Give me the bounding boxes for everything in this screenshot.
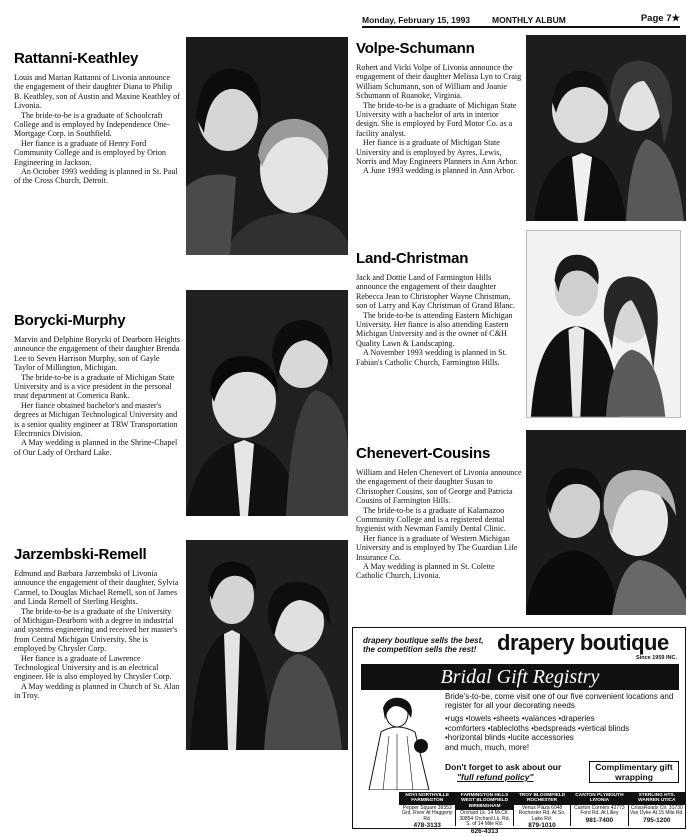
- store-area: NOVI NORTHVILLE FARMINGTON: [399, 792, 455, 805]
- store-address: Pepper Square 39353 Grd. River At Haggerty Rd.: [402, 804, 453, 822]
- announcement-paragraph: The bride-to-be is a graduate of Schoolcraft College and is employed by Independence One-Mortgage Corp. in Southfield.: [14, 110, 170, 139]
- engagement-photo-land-christman: [526, 230, 681, 418]
- announcement-paragraph: Edmund and Barbara Jarzembski of Livonia announce the engagement of their daughter, Sylvia Carmel, to Douglas Michael Remell, son of James and Linda Remell of Sterling Heights.: [14, 569, 179, 607]
- announcement-paragraph: The bride-to-be is a graduate of Michigan State University and is a vice president in the personal trust department at Comerica Bank.: [14, 372, 175, 401]
- store-area: TROY BLOOMFIELD ROCHESTER: [514, 792, 570, 805]
- announcement-title: Volpe-Schumann: [356, 40, 475, 57]
- announcement-paragraph: Marvin and Delphine Borycki of Dearborn Heights announce the engagement of their daughter Brenda Lee to Seven Harrison Murphy, son of Gayle Taylor of Millington, Michigan.: [14, 335, 180, 373]
- ad-invitation: Bride's-to-be, come visit one of our five convenient locations and register for all your decorating needs: [445, 692, 674, 710]
- ad-registry-banner: Bridal Gift Registry: [361, 664, 679, 690]
- ad-product-line: •rugs •towels •sheets •valances •draperies: [445, 714, 595, 723]
- page-header: [362, 12, 680, 28]
- store-area: FARMINGTON HILLS WEST BLOOMFIELD BIRMINGHAM: [456, 792, 512, 810]
- store-location: [513, 792, 570, 830]
- announcement-title: Jarzembski-Remell: [14, 546, 147, 563]
- engagement-photo-rattanni-keathley: [186, 37, 348, 255]
- ad-store-locations: [399, 792, 685, 835]
- ad-product-line: •comforters •tablecloths •bedspreads •vertical blinds: [445, 723, 630, 733]
- ad-product-line: and much, much, more!: [445, 742, 530, 752]
- bride-illustration-icon: [363, 692, 441, 790]
- store-area: CANTON PLYMOUTH LIVONIA: [571, 792, 627, 805]
- issue-date: Monday, February 15, 1993: [362, 15, 471, 25]
- store-phone: 626-4313: [470, 827, 499, 835]
- ad-product-line: •horizontal blinds •lucite accessories: [445, 733, 574, 743]
- announcement-paragraph: An October 1993 wedding is planned in St. Paul of the Cross Church, Detroit.: [14, 167, 178, 186]
- store-address: Canton Corners 42773 Ford Rd. At Lilley: [574, 804, 625, 817]
- announcement-paragraph: The bride-to-be is attending Eastern Michigan University. Her fiance is also attending Eastern Michigan University and is the owner of C&H Quality Lawn & Landscaping.: [356, 310, 513, 348]
- announcement-land-christman: [356, 250, 522, 367]
- announcement-paragraph: Louis and Marian Rattanni of Livonia announce the engagement of their daughter Diana to Philip B. Keathley, son of Austin and Maxine Keathley of Livonia.: [14, 73, 180, 111]
- announcement-paragraph: Her fiance obtained bachelor's and master's degrees at Michigan Technological University and is a senior quality engineer at TRW Transportation Electronics Division.: [14, 400, 178, 439]
- announcement-paragraph: Her fiance is a graduate of Western Michigan University and is employed by The Guardian Life Insurance Co.: [356, 533, 518, 562]
- ad-gift-wrapping: Complimentary gift wrapping: [589, 761, 679, 783]
- announcement-borycki-murphy: [14, 312, 180, 457]
- drapery-boutique-ad: [352, 627, 686, 835]
- store-location: [628, 792, 685, 826]
- page-number: Page 7★: [640, 13, 680, 24]
- ad-refund-policy: "full refund policy": [457, 772, 534, 782]
- announcement-paragraph: Her fiance is a graduate of Henry Ford Community College and is employed by Orion Engineering in Jackson.: [14, 138, 166, 167]
- announcement-rattanni-keathley: [14, 50, 180, 186]
- announcement-paragraph: Jack and Dottie Land of Farmington Hills announce the engagement of their daughter Rebecca Jean to Christopher Wayne Christman, son of Larry and Kay Christman of Grand Blanc.: [356, 273, 515, 311]
- announcement-title: Land-Christman: [356, 250, 469, 267]
- store-area: STERLING HTS. WARREN UTICA: [629, 792, 685, 805]
- engagement-photo-borycki-murphy: [186, 290, 348, 516]
- announcement-chenevert-cousins: [356, 445, 522, 581]
- announcement-paragraph: The bride-to-be is a graduate of the University of Michigan-Dearborn with a degree in industrial and systems engineering and received her master's from Central Michigan University. She is employed by Chrysler Corp.: [14, 606, 178, 654]
- store-address: Venus Plaza 6048 Rochester Rd. At So. Lake Rd.: [518, 804, 566, 822]
- announcement-paragraph: William and Helen Chenevert of Livonia announce the engagement of their daughter Susan to Christopher Cousins, son of George and Patricia Cousins of Farmington Hills.: [356, 468, 522, 506]
- announcement-paragraph: Her fiance is a graduate of Lawrence Technological University and is an electrical engineer. He is also employed by Chrysler Corp.: [14, 653, 172, 682]
- section-name: MONTHLY ALBUM: [492, 15, 566, 25]
- ad-reminder-text: Don't forget to ask about our: [445, 762, 562, 772]
- ad-since: Since 1959 INC.: [636, 655, 677, 661]
- store-address: Orchard Lk. 14 Mi.Ctr. 30854 Orchard Lk. Rd. S. of 14 Mile Rd.: [459, 810, 510, 828]
- store-phone: 879-1010: [528, 822, 556, 830]
- store-phone: 478-3133: [413, 822, 441, 830]
- announcement-jarzembski-remell: [14, 546, 180, 701]
- store-location: [455, 792, 512, 835]
- announcement-title: Borycki-Murphy: [14, 312, 126, 329]
- announcement-paragraph: A May wedding is planned in St. Colette Catholic Church, Livonia.: [356, 562, 495, 581]
- announcement-volpe-schumann: [356, 40, 522, 176]
- ad-product-list: [445, 714, 681, 752]
- ad-tagline: drapery boutique sells the best, the competition sells the rest!: [363, 636, 484, 654]
- announcement-title: Chenevert-Cousins: [356, 445, 491, 462]
- store-location: [399, 792, 455, 830]
- store-location: [570, 792, 627, 826]
- store-phone: 981-7400: [585, 816, 614, 824]
- announcement-paragraph: A November 1993 wedding is planned in St. Fabian's Catholic Church, Farmington Hills.: [356, 348, 507, 367]
- engagement-photo-chenevert-cousins: [526, 430, 686, 615]
- announcement-paragraph: The bride-to-be is a graduate of Michigan State University with a bachelor of arts in interior design. She is employed by Ford Motor Co. as a facility analyst.: [356, 100, 517, 138]
- engagement-photo-jarzembski-remell: [186, 540, 348, 750]
- announcement-paragraph: Robert and Vicki Volpe of Livonia announce the engagement of their daughter Melissa Lyn to Craig William Schumann, son of William and Joanie Schumann of Roanoke, Virginia.: [356, 63, 522, 101]
- store-address: CrossRoads Ctr. 31730 Van Dyke At 15 Mile Rd.: [629, 804, 684, 817]
- ad-brand-logo: drapery boutique: [497, 630, 669, 655]
- store-phone: 795-1200: [643, 816, 671, 824]
- announcement-paragraph: A June 1993 wedding is planned in Ann Arbor.: [363, 166, 515, 176]
- announcement-paragraph: The bride-to-be is a graduate of Kalamazoo Community College and is a registered dental hygienist with Newman Family Dental Clinic.: [356, 505, 506, 534]
- announcement-paragraph: A May wedding is planned in Church of St. Alan in Troy.: [14, 681, 180, 701]
- announcement-title: Rattanni-Keathley: [14, 50, 139, 67]
- announcement-paragraph: A May wedding is planned in the Shrine-Chapel of Our Lady of Orchard Lake.: [14, 438, 178, 457]
- ad-reminder: [445, 762, 585, 782]
- engagement-photo-volpe-schumann: [526, 35, 686, 221]
- announcement-paragraph: Her fiance is a graduate of Michigan State University and is employed by Ayres, Lewis, Norris and May Engineers Planners in Ann Arbor.: [356, 138, 518, 167]
